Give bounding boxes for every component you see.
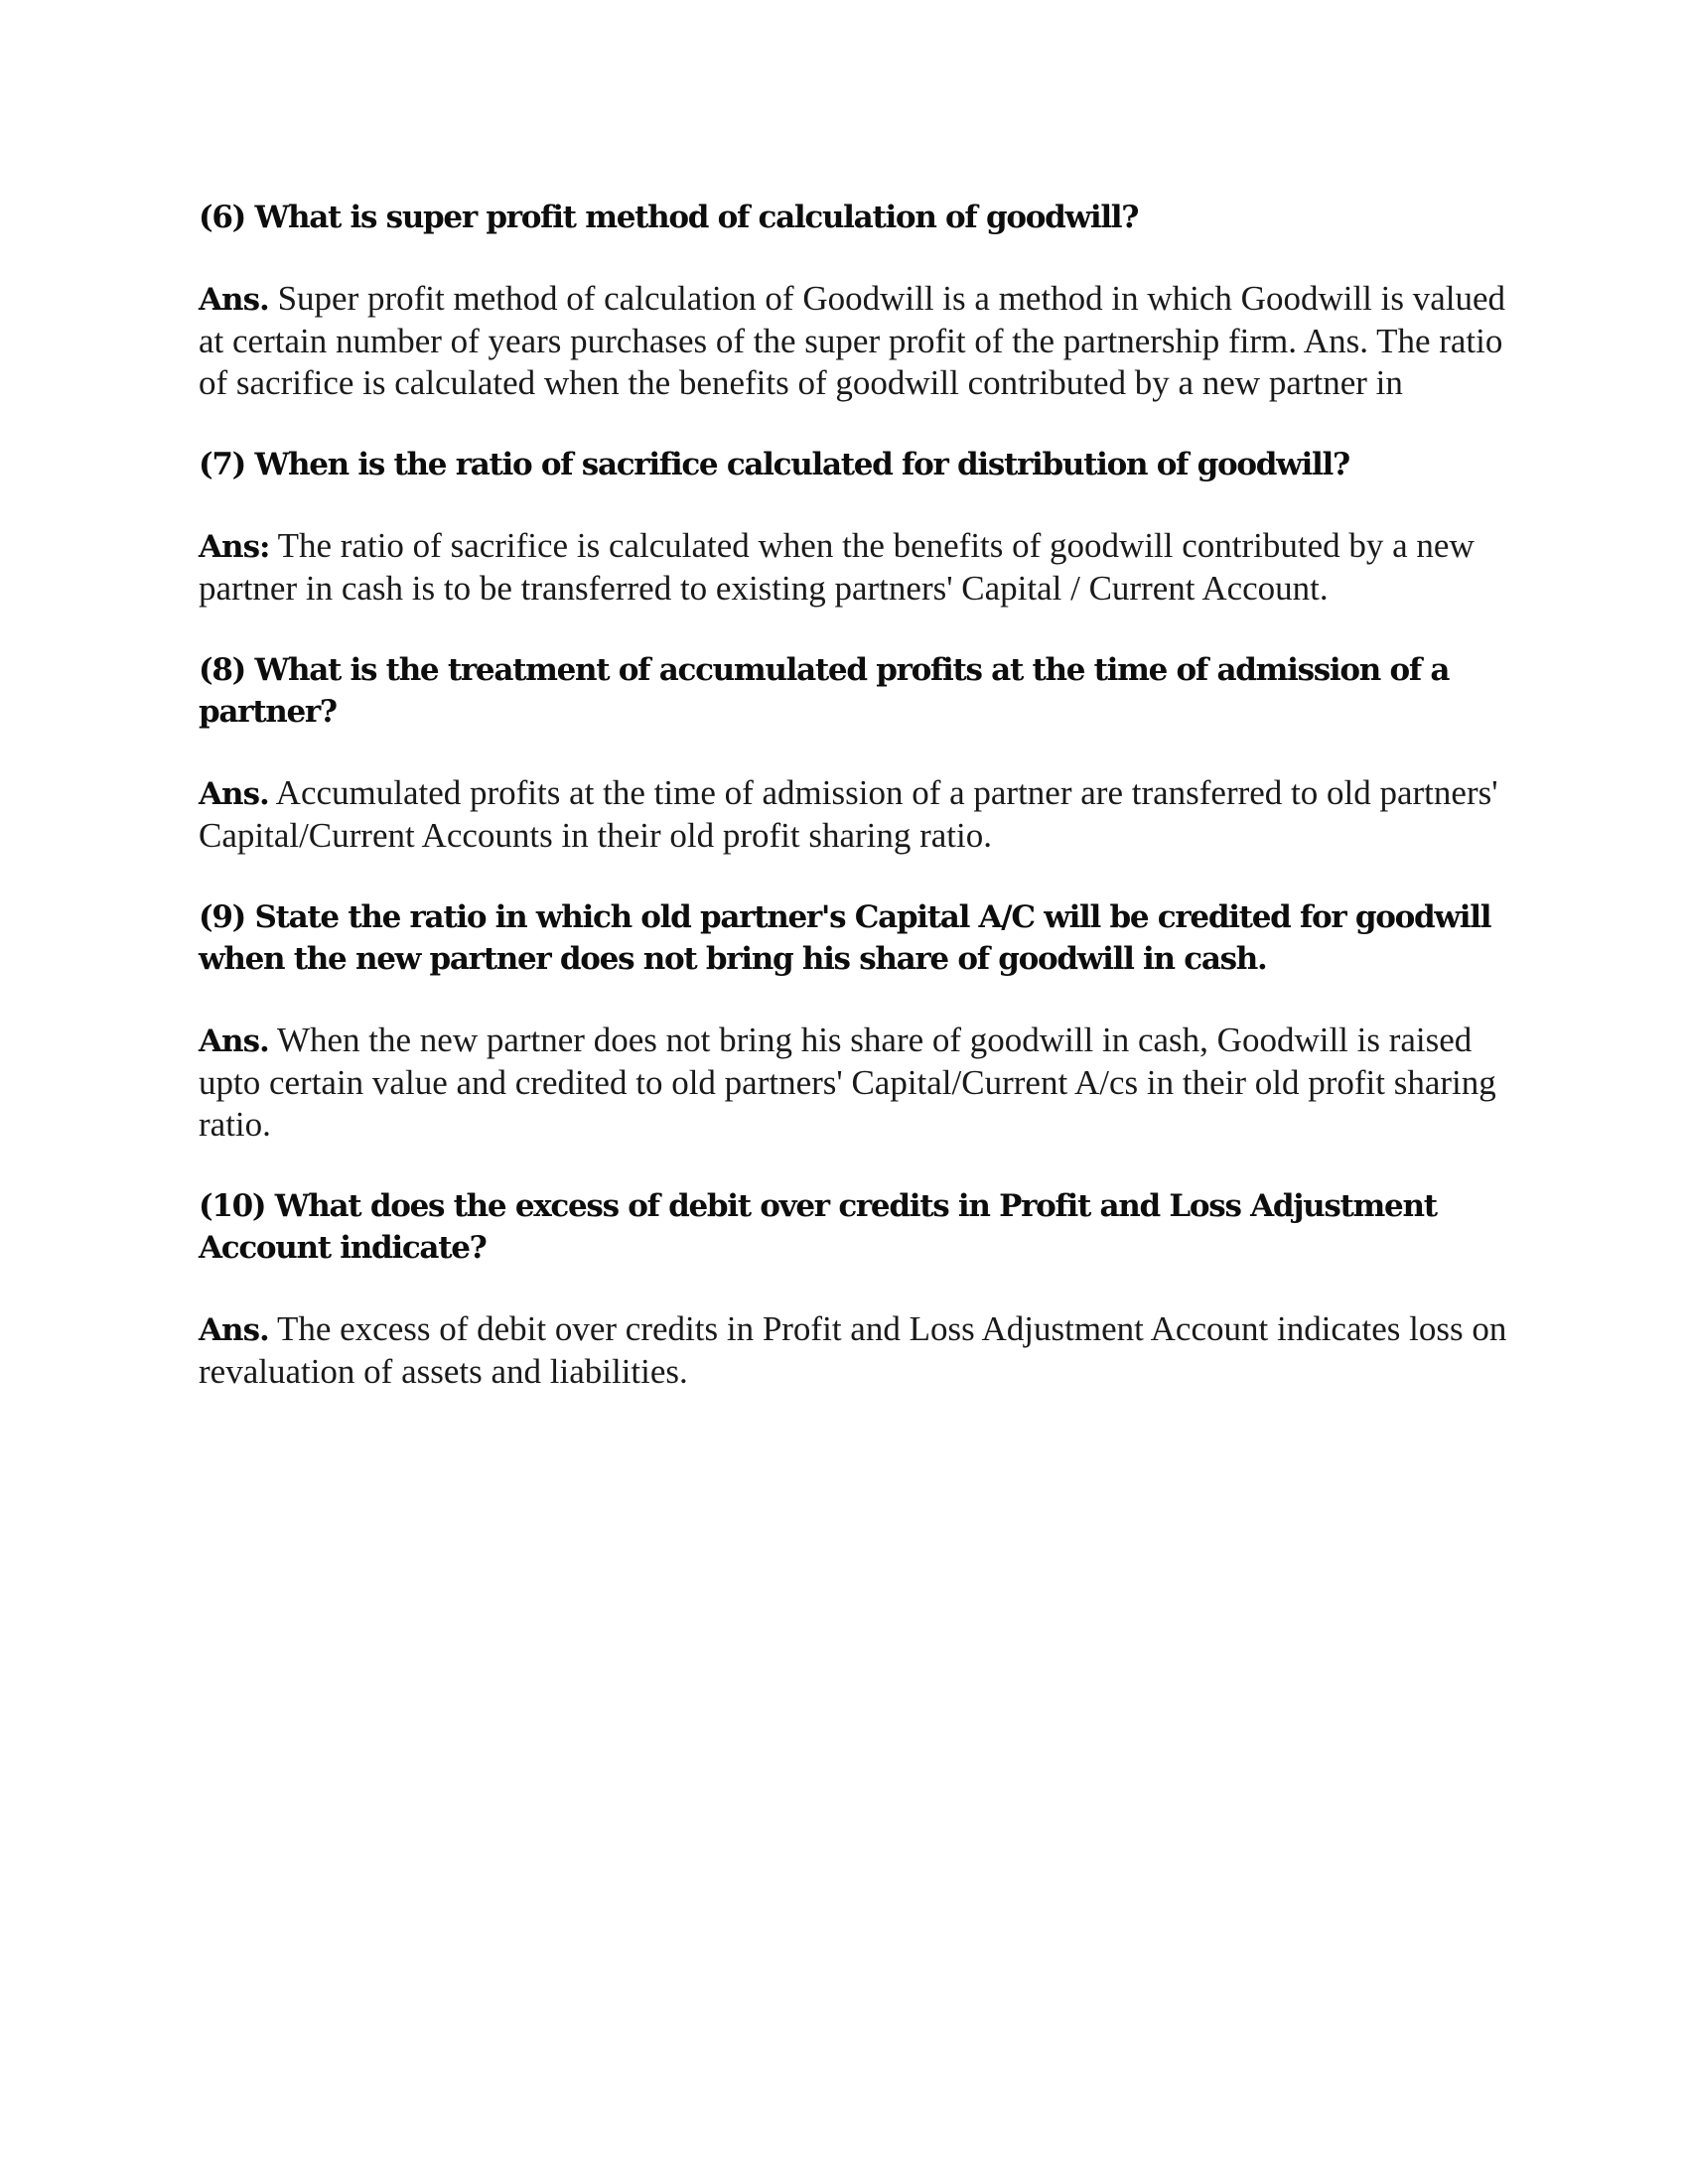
qa-item-7: [199, 444, 1509, 610]
answer-text: The excess of debit over credits in Profit and Loss Adjustment Account indicates loss on revaluation of assets and liabilities.: [199, 1309, 1507, 1391]
answer-text: Super profit method of calculation of Goodwill is a method in which Goodwill is valued at certain number of years purchases of the super profit of the partnership firm. Ans. The ratio of sacrifice is calculated when the benefits of goodwill contributed by a new partner in: [199, 279, 1506, 402]
question-heading: (8) What is the treatment of accumulated profits at the time of admission of a partner?: [199, 652, 1450, 730]
qa-item-10: [199, 1185, 1509, 1393]
question-heading: (10) What does the excess of debit over credits in Profit and Loss Adjustment Account indicate?: [199, 1188, 1437, 1266]
qa-item-8: [199, 649, 1509, 857]
answer-paragraph: [199, 772, 1509, 857]
answer-text: Accumulated profits at the time of admission of a partner are transferred to old partners' Capital/Current Accounts in their old profit sharing ratio.: [199, 773, 1498, 855]
qa-content: [199, 197, 1509, 1433]
answer-paragraph: [199, 1020, 1509, 1146]
question-heading: (7) When is the ratio of sacrifice calculated for distribution of goodwill?: [199, 447, 1349, 482]
qa-item-9: [199, 896, 1509, 1146]
question-heading: (9) State the ratio in which old partner's Capital A/C will be credited for goodwill when the new partner does not bring his share of goodwill in cash.: [199, 899, 1491, 977]
answer-label: Ans.: [199, 1312, 269, 1348]
answer-paragraph: [199, 1308, 1509, 1393]
answer-text: The ratio of sacrifice is calculated when the benefits of goodwill contributed by a new partner in cash is to be transferred to existing partners' Capital / Current Account.: [199, 526, 1475, 608]
answer-text: When the new partner does not bring his share of goodwill in cash, Goodwill is raised upto certain value and credited to old partners' Capital/Current A/cs in their old profit sharing ratio.: [199, 1021, 1496, 1144]
question-heading: (6) What is super profit method of calculation of goodwill?: [199, 200, 1139, 235]
qa-item-6: [199, 197, 1509, 404]
answer-paragraph: [199, 525, 1509, 610]
answer-label: Ans:: [199, 529, 270, 565]
answer-paragraph: [199, 278, 1509, 404]
answer-label: Ans.: [199, 282, 269, 318]
answer-label: Ans.: [199, 776, 269, 812]
answer-label: Ans.: [199, 1024, 269, 1059]
